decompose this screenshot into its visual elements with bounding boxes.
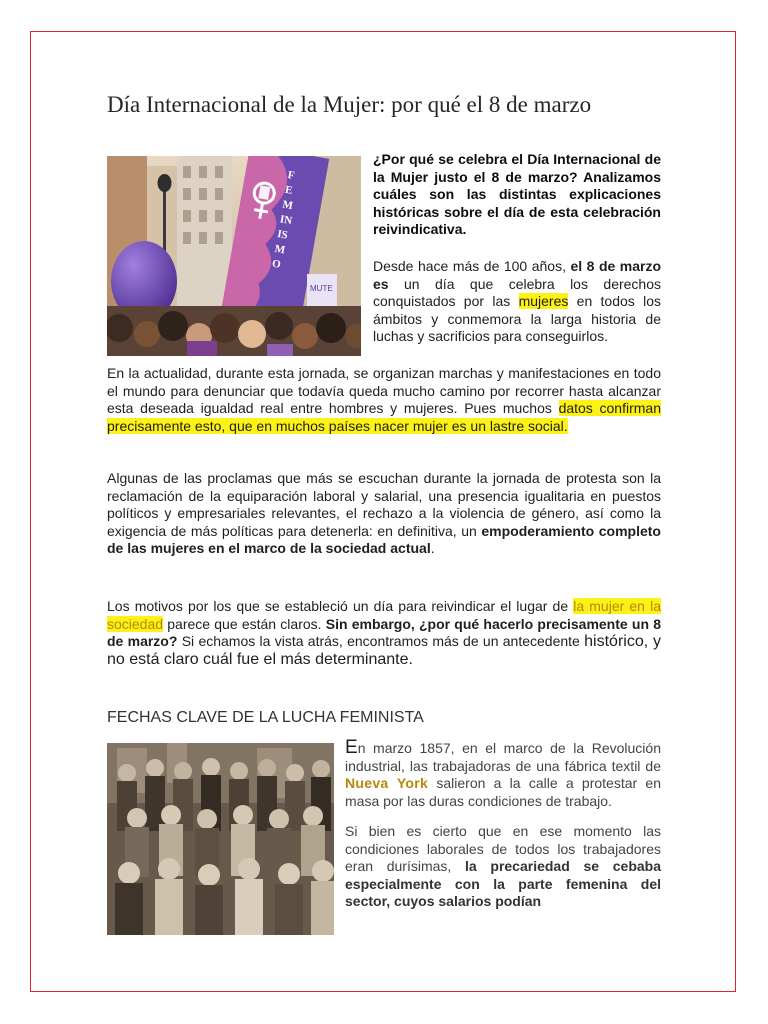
text-run: Si echamos la vista atrás, encontramos más de un antecedente <box>177 633 585 650</box>
paragraph-3 <box>107 470 661 558</box>
text-run: n marzo 1857, en el marco de la Revolución industrial, las trabajadoras de una fábrica textil de <box>345 740 661 774</box>
text-run: . <box>430 540 435 557</box>
highlighted-text: datos confirman precisamente esto, que en muchos países nacer mujer es un lastre social. <box>107 400 661 434</box>
paragraph-1 <box>373 258 661 346</box>
protest-photo <box>107 156 361 356</box>
text-run: salieron a la calle a protestar en masa por las duras condiciones de trabajo. <box>345 775 661 809</box>
lead-paragraph: ¿Por qué se celebra el Día Internacional de la Mujer justo el 8 de marzo? Analizamos cuáles son las distintas explicaciones históricas sobre el día de esta celebración reivindicativa. <box>373 151 661 238</box>
small-sign-text: MUTE <box>310 284 333 293</box>
text-run: Desde hace más de 100 años, <box>373 258 566 274</box>
text-run: parece que están claros. <box>163 615 326 632</box>
drop-cap: E <box>345 737 358 758</box>
bold-text: la precariedad se cebaba especialmente con la parte femenina del sector, cuyos salarios podían <box>345 858 661 910</box>
new-york-link[interactable]: Nueva York <box>345 775 429 792</box>
paragraph-4 <box>107 598 661 668</box>
bold-text: Sin embargo, ¿por qué hacerlo precisamente un 8 de marzo? <box>107 615 661 650</box>
section-heading: FECHAS CLAVE DE LA LUCHA FEMINISTA <box>107 709 424 726</box>
text-run: Algunas de las proclamas que más se escuchan durante la jornada de protesta son la reclamación de la equiparación laboral y salarial, una presencia igualitaria en puestos políticos y empresariales relevantes, el rechazo a la violencia de género, así como la exigencia de más políticas para detenerla: en definitiva, un <box>107 470 661 539</box>
workers-photo <box>107 743 334 935</box>
larger-text: histórico, y no está claro cuál fue el más determinante. <box>107 633 662 668</box>
text-run: Los motivos por los que se estableció un día para reivindicar el lugar de <box>107 598 574 614</box>
bold-text: el 8 de marzo es <box>373 258 662 292</box>
text-run: un día que celebra los derechos conquistados por las <box>373 275 661 310</box>
highlighted-text: mujeres <box>518 293 569 310</box>
paragraph-5 <box>345 739 661 810</box>
highlighted-link[interactable]: la mujer en la sociedad <box>107 598 661 632</box>
text-run: Si bien es cierto que en ese momento las condiciones laborales de todos los trabajadores eran durísimas, <box>345 823 661 875</box>
text-run: En la actualidad, durante esta jornada, se organizan marchas y manifestaciones en todo el mundo para denunciar que todavía queda mucho camino por recorrer hasta alcanzar esta deseada igualdad real entre hombres y mujeres. Pues muchos <box>107 365 661 417</box>
protest-sign-text: FEMINISMO <box>271 168 296 271</box>
text-run: en todos los ámbitos y conmemora la larga historia de luchas y sacrificios para conseguirlos. <box>373 293 661 345</box>
article-title: Día Internacional de la Mujer: por qué el 8 de marzo <box>107 92 592 117</box>
paragraph-6 <box>345 823 661 911</box>
paragraph-2 <box>107 365 661 435</box>
bold-text: empoderamiento completo de las mujeres en el marco de la sociedad actual <box>107 522 661 557</box>
